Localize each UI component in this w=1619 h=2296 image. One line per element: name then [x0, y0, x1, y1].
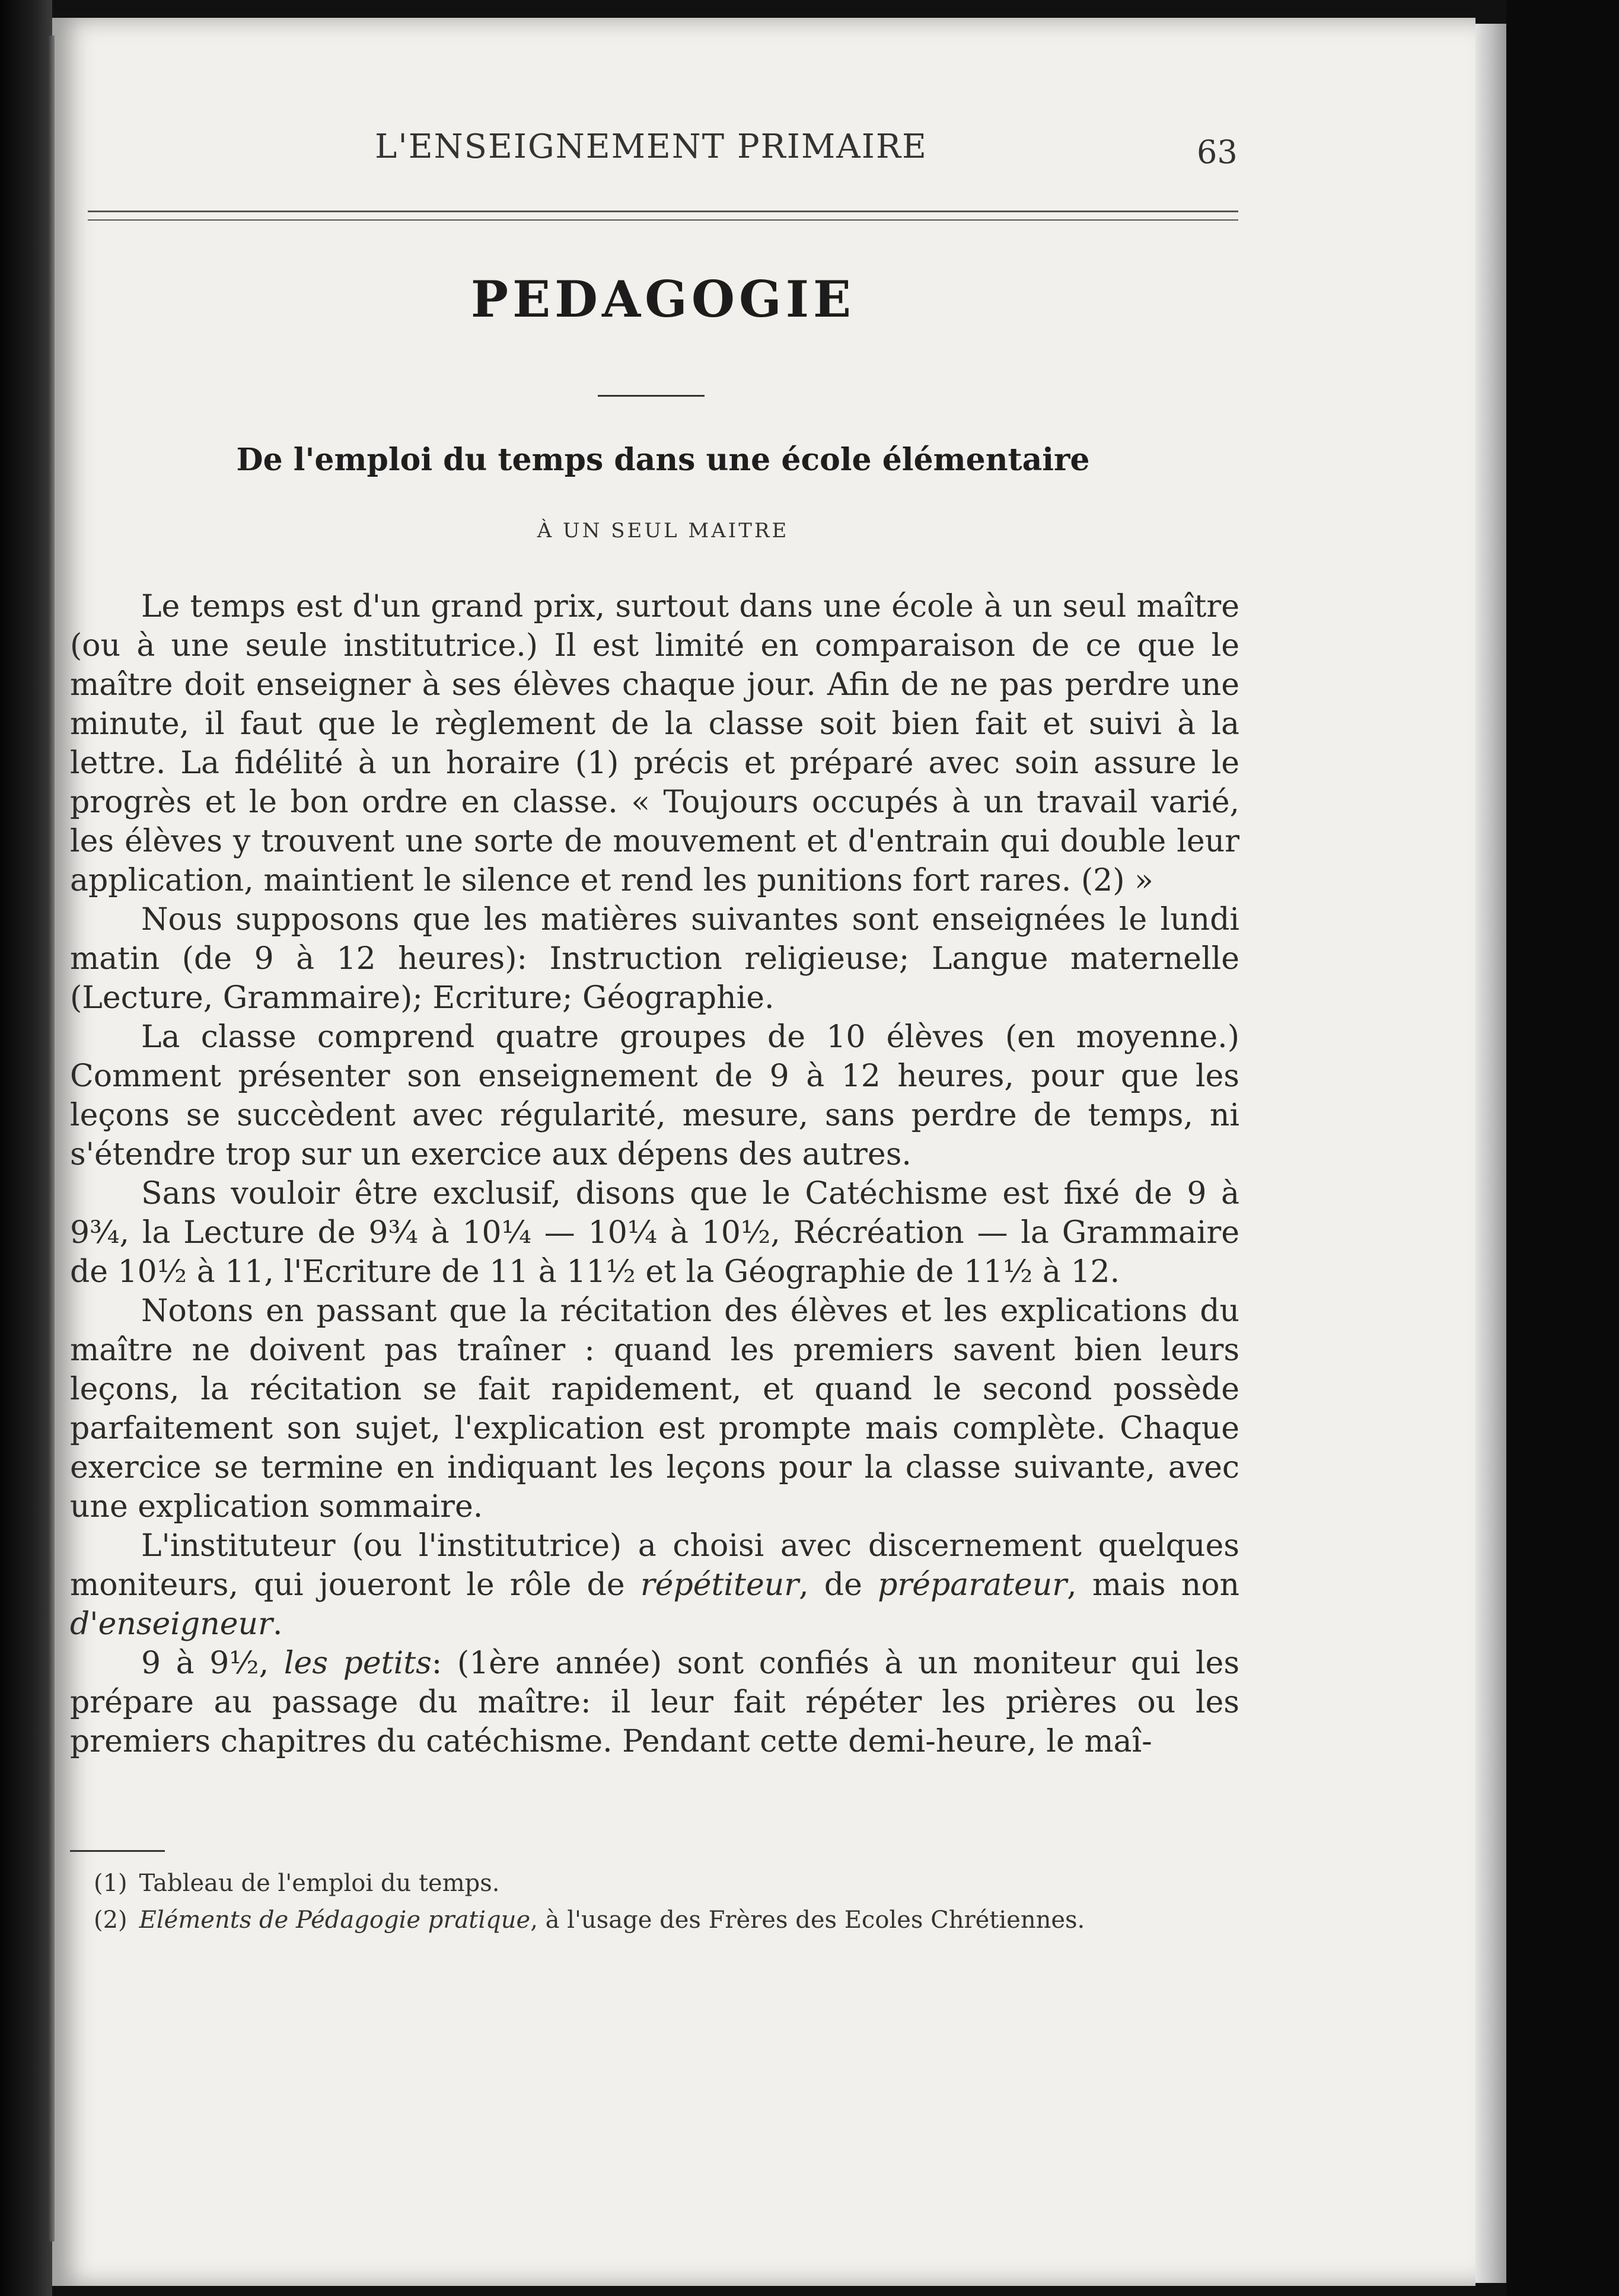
article-body	[70, 587, 1239, 1761]
paragraph-6	[70, 1526, 1239, 1644]
paragraph-6-text: L'instituteur (ou l'institutrice) a choisi avec discernement quelques moniteurs, qui joueront le rôle de	[70, 1528, 1239, 1603]
footnote-2-text: , à l'usage des Frères des Ecoles Chrétiennes.	[530, 1906, 1085, 1934]
title-divider	[598, 395, 705, 397]
dark-background	[1506, 0, 1619, 2296]
header-rule	[88, 211, 1238, 221]
footnote-2	[70, 1905, 1238, 1935]
paragraph-2: Nous supposons que les matières suivantes sont enseignées le lundi matin (de 9 à 12 heures): Instruction religieuse; Langue maternelle (Lecture, Grammaire); Ecriture; Géographie.	[70, 902, 1239, 1016]
page-number: 63	[1197, 133, 1238, 171]
paragraph-6-italic-enseigneur: d'enseigneur	[70, 1606, 273, 1642]
paragraph-4: Sans vouloir être exclusif, disons que le Catéchisme est fixé de 9 à 9¾, la Lecture de 9¾ à 10¼ — 10¼ à 10½, Récréation — la Grammaire de 10½ à 11, l'Ecriture de 11 à 11½ et la Géographie de 11½ à 12.	[70, 1176, 1239, 1290]
footnote-1-text: Tableau de l'emploi du temps.	[139, 1870, 500, 1897]
article-title: De l'emploi du temps dans une école élémentaire	[236, 442, 1090, 478]
paragraph-7	[70, 1644, 1239, 1761]
footnote-1	[70, 1868, 1238, 1899]
paragraph-7-italic-petits: les petits	[283, 1646, 432, 1681]
paragraph-6-text-2: , de	[799, 1567, 878, 1603]
paragraph-5: Notons en passant que la récitation des élèves et les explications du maître ne doivent pas traîner : quand les premiers savent bien leurs leçons, la récitation se fait rapidement, et quand le second possède parfaitement son sujet, l'explication est prompte mais complète. Chaque exercice se termine en indiquant les leçons pour la classe suivante, avec une explication sommaire.	[70, 1293, 1239, 1525]
footnotes	[70, 1868, 1238, 1941]
paragraph-6-text-3: , mais non	[1067, 1567, 1239, 1603]
running-title: L'ENSEIGNEMENT PRIMAIRE	[375, 127, 928, 166]
paragraph-1: Le temps est d'un grand prix, surtout dans une école à un seul maître (ou à une seule institutrice.) Il est limité en comparaison de ce que le maître doit enseigner à ses élèves chaque jour. Afin de ne pas perdre une minute, il faut que le règlement de la classe soit bien fait et suivi à la lettre. La fidélité à un horaire (1) précis et préparé avec soin assure le progrès et le bon ordre en classe. « Toujours occupés à un travail varié, les élèves y trouvent une sorte de mouvement et d'entrain qui double leur application, maintient le silence et rend les punitions fort rares. (2) »	[70, 589, 1239, 898]
footnote-2-title: Eléments de Pédagogie pratique	[139, 1906, 531, 1934]
paragraph-6-italic-repetiteur: répétiteur	[640, 1567, 799, 1603]
paragraph-7-text: : (1ère année) sont confiés à un moniteur qui les prépare au passage du maître: il leur fait répéter les prières ou les premiers chapitres du catéchisme. Pendant cette demi-heure, le maî-	[70, 1646, 1240, 1759]
paragraph-6-italic-preparateur: préparateur	[878, 1567, 1067, 1603]
paragraph-3: La classe comprend quatre groupes de 10 élèves (en moyenne.) Comment présenter son enseignement de 9 à 12 heures, pour que les leçons se succèdent avec régularité, mesure, sans perdre de temps, ni s'étendre trop sur un exercice aux dépens des autres.	[70, 1019, 1239, 1172]
book-page	[52, 18, 1475, 2286]
footnote-2-number: (2)	[94, 1906, 128, 1934]
section-title: PEDAGOGIE	[470, 270, 856, 329]
book-binding-shadow	[0, 0, 52, 2296]
footnote-1-number: (1)	[94, 1870, 128, 1897]
paragraph-6-end: .	[272, 1606, 283, 1642]
gutter-shadow	[49, 36, 55, 2241]
footnote-rule	[70, 1850, 165, 1852]
article-subtitle: À UN SEUL MAITRE	[537, 519, 789, 543]
paragraph-7-time: 9 à 9½,	[141, 1646, 284, 1681]
